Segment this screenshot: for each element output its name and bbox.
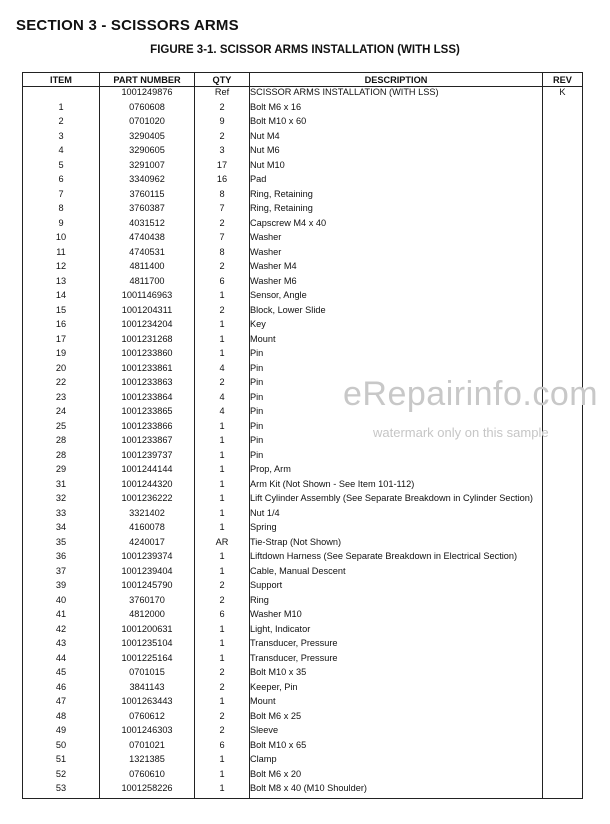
cell-rev — [543, 711, 583, 726]
table-row — [23, 754, 583, 769]
cell-item: 14 — [23, 290, 100, 305]
cell-item: 16 — [23, 319, 100, 334]
cell-item: 34 — [23, 522, 100, 537]
table-row — [23, 145, 583, 160]
cell-part-number: 0701020 — [100, 116, 195, 131]
cell-item: 29 — [23, 464, 100, 479]
cell-part-number: 1001233864 — [100, 392, 195, 407]
cell-rev — [543, 754, 583, 769]
cell-qty: 4 — [195, 392, 250, 407]
cell-qty: 1 — [195, 566, 250, 581]
cell-description: Support — [250, 580, 543, 595]
table-row — [23, 450, 583, 465]
cell-qty: Ref — [195, 87, 250, 102]
cell-description: Pad — [250, 174, 543, 189]
cell-part-number: 1001204311 — [100, 305, 195, 320]
cell-item: 51 — [23, 754, 100, 769]
cell-rev — [543, 595, 583, 610]
table-row — [23, 667, 583, 682]
cell-qty: 2 — [195, 580, 250, 595]
cell-description: Pin — [250, 435, 543, 450]
cell-rev — [543, 247, 583, 262]
table-row — [23, 319, 583, 334]
cell-part-number: 1001249876 — [100, 87, 195, 102]
cell-item: 13 — [23, 276, 100, 291]
table-row — [23, 682, 583, 697]
cell-qty: 1 — [195, 653, 250, 668]
cell-part-number: 3321402 — [100, 508, 195, 523]
cell-qty: 1 — [195, 624, 250, 639]
cell-item: 37 — [23, 566, 100, 581]
table-row — [23, 725, 583, 740]
cell-item: 46 — [23, 682, 100, 697]
cell-description: Transducer, Pressure — [250, 653, 543, 668]
cell-description: Nut 1/4 — [250, 508, 543, 523]
cell-rev — [543, 160, 583, 175]
cell-part-number: 1001233867 — [100, 435, 195, 450]
cell-description: Cable, Manual Descent — [250, 566, 543, 581]
cell-rev — [543, 305, 583, 320]
cell-rev — [543, 145, 583, 160]
table-row — [23, 232, 583, 247]
cell-rev — [543, 696, 583, 711]
cell-description: Key — [250, 319, 543, 334]
cell-qty: 1 — [195, 783, 250, 798]
cell-rev — [543, 566, 583, 581]
cell-description: Pin — [250, 406, 543, 421]
cell-item: 23 — [23, 392, 100, 407]
cell-part-number: 1001239737 — [100, 450, 195, 465]
cell-qty: 2 — [195, 218, 250, 233]
cell-qty: 2 — [195, 131, 250, 146]
cell-item: 24 — [23, 406, 100, 421]
table-row — [23, 261, 583, 276]
cell-item: 43 — [23, 638, 100, 653]
cell-description: Pin — [250, 377, 543, 392]
cell-part-number: 1001244144 — [100, 464, 195, 479]
cell-item: 44 — [23, 653, 100, 668]
table-row — [23, 696, 583, 711]
cell-item: 42 — [23, 624, 100, 639]
cell-item: 2 — [23, 116, 100, 131]
cell-description: Washer — [250, 232, 543, 247]
cell-description: Sleeve — [250, 725, 543, 740]
cell-part-number: 3760387 — [100, 203, 195, 218]
section-title: SECTION 3 - SCISSORS ARMS — [16, 17, 239, 34]
cell-description: Washer M10 — [250, 609, 543, 624]
cell-qty: 1 — [195, 479, 250, 494]
cell-description: Lift Cylinder Assembly (See Separate Breakdown in Cylinder Section) — [250, 493, 543, 508]
table-row — [23, 740, 583, 755]
cell-part-number: 1001146963 — [100, 290, 195, 305]
cell-item: 20 — [23, 363, 100, 378]
table-row — [23, 508, 583, 523]
cell-description: Mount — [250, 334, 543, 349]
cell-rev — [543, 580, 583, 595]
table-row — [23, 276, 583, 291]
cell-item: 25 — [23, 421, 100, 436]
table-row — [23, 305, 583, 320]
cell-item: 17 — [23, 334, 100, 349]
cell-part-number: 3340962 — [100, 174, 195, 189]
cell-rev — [543, 464, 583, 479]
cell-item: 39 — [23, 580, 100, 595]
cell-part-number: 3841143 — [100, 682, 195, 697]
cell-description: Pin — [250, 421, 543, 436]
cell-rev — [543, 624, 583, 639]
cell-rev — [543, 653, 583, 668]
cell-item: 36 — [23, 551, 100, 566]
cell-item: 32 — [23, 493, 100, 508]
cell-rev — [543, 203, 583, 218]
table-row — [23, 493, 583, 508]
cell-qty: 2 — [195, 682, 250, 697]
cell-description: Washer M4 — [250, 261, 543, 276]
cell-qty: 1 — [195, 493, 250, 508]
header-qty: QTY — [195, 73, 250, 87]
cell-description: Liftdown Harness (See Separate Breakdown in Electrical Section) — [250, 551, 543, 566]
cell-rev — [543, 232, 583, 247]
header-description: DESCRIPTION — [250, 73, 543, 87]
cell-rev — [543, 740, 583, 755]
cell-part-number: 3290405 — [100, 131, 195, 146]
cell-description: Prop, Arm — [250, 464, 543, 479]
cell-part-number: 4811700 — [100, 276, 195, 291]
cell-rev — [543, 261, 583, 276]
cell-rev — [543, 522, 583, 537]
cell-rev — [543, 609, 583, 624]
cell-part-number: 1001239404 — [100, 566, 195, 581]
cell-qty: 16 — [195, 174, 250, 189]
cell-description: Bolt M6 x 20 — [250, 769, 543, 784]
cell-description: Nut M6 — [250, 145, 543, 160]
table-row — [23, 580, 583, 595]
cell-part-number: 1001239374 — [100, 551, 195, 566]
cell-rev — [543, 638, 583, 653]
cell-description: Bolt M8 x 40 (M10 Shoulder) — [250, 783, 543, 798]
cell-part-number: 4812000 — [100, 609, 195, 624]
cell-part-number: 1001234204 — [100, 319, 195, 334]
header-rev: REV — [543, 73, 583, 87]
cell-item: 22 — [23, 377, 100, 392]
table-row — [23, 87, 583, 102]
cell-qty: 1 — [195, 348, 250, 363]
cell-rev — [543, 116, 583, 131]
cell-rev — [543, 319, 583, 334]
cell-description: Ring — [250, 595, 543, 610]
cell-qty: 1 — [195, 551, 250, 566]
cell-rev — [543, 334, 583, 349]
cell-rev — [543, 450, 583, 465]
cell-part-number: 4811400 — [100, 261, 195, 276]
cell-rev: K — [543, 87, 583, 102]
cell-description: Ring, Retaining — [250, 189, 543, 204]
cell-rev — [543, 131, 583, 146]
cell-part-number: 1001231268 — [100, 334, 195, 349]
cell-qty: 1 — [195, 769, 250, 784]
cell-rev — [543, 682, 583, 697]
figure-title: FIGURE 3-1. SCISSOR ARMS INSTALLATION (WITH LSS) — [150, 44, 460, 56]
cell-item: 28 — [23, 435, 100, 450]
cell-item: 53 — [23, 783, 100, 798]
cell-description: Nut M10 — [250, 160, 543, 175]
cell-part-number: 4740438 — [100, 232, 195, 247]
cell-part-number: 1001236222 — [100, 493, 195, 508]
cell-item: 5 — [23, 160, 100, 175]
table-row — [23, 102, 583, 117]
cell-item: 19 — [23, 348, 100, 363]
cell-description: Keeper, Pin — [250, 682, 543, 697]
cell-item: 50 — [23, 740, 100, 755]
cell-description: Sensor, Angle — [250, 290, 543, 305]
cell-qty: 7 — [195, 203, 250, 218]
cell-description: Capscrew M4 x 40 — [250, 218, 543, 233]
cell-qty: AR — [195, 537, 250, 552]
table-row — [23, 218, 583, 233]
cell-part-number: 3290605 — [100, 145, 195, 160]
cell-item: 48 — [23, 711, 100, 726]
cell-rev — [543, 769, 583, 784]
cell-part-number: 1001225164 — [100, 653, 195, 668]
cell-part-number: 1001233866 — [100, 421, 195, 436]
cell-qty: 2 — [195, 102, 250, 117]
cell-qty: 1 — [195, 450, 250, 465]
cell-qty: 1 — [195, 696, 250, 711]
cell-rev — [543, 551, 583, 566]
table-row — [23, 174, 583, 189]
cell-part-number: 1001235104 — [100, 638, 195, 653]
cell-qty: 1 — [195, 508, 250, 523]
table-row — [23, 711, 583, 726]
cell-description: Pin — [250, 392, 543, 407]
cell-qty: 2 — [195, 667, 250, 682]
cell-qty: 2 — [195, 305, 250, 320]
cell-description: Pin — [250, 363, 543, 378]
table-row — [23, 566, 583, 581]
cell-description: Bolt M10 x 65 — [250, 740, 543, 755]
cell-rev — [543, 783, 583, 798]
cell-qty: 6 — [195, 276, 250, 291]
cell-part-number: 4160078 — [100, 522, 195, 537]
cell-item: 47 — [23, 696, 100, 711]
table-row — [23, 203, 583, 218]
table-row — [23, 595, 583, 610]
table-row — [23, 189, 583, 204]
cell-part-number: 3291007 — [100, 160, 195, 175]
cell-description: Pin — [250, 348, 543, 363]
cell-part-number: 1001233865 — [100, 406, 195, 421]
cell-qty: 4 — [195, 363, 250, 378]
cell-item: 15 — [23, 305, 100, 320]
cell-qty: 6 — [195, 740, 250, 755]
header-item: ITEM — [23, 73, 100, 87]
cell-qty: 7 — [195, 232, 250, 247]
cell-description: SCISSOR ARMS INSTALLATION (WITH LSS) — [250, 87, 543, 102]
cell-qty: 2 — [195, 377, 250, 392]
cell-description: Ring, Retaining — [250, 203, 543, 218]
table-row — [23, 348, 583, 363]
cell-rev — [543, 218, 583, 233]
cell-item: 8 — [23, 203, 100, 218]
cell-rev — [543, 174, 583, 189]
cell-description: Light, Indicator — [250, 624, 543, 639]
cell-qty: 1 — [195, 435, 250, 450]
cell-item: 40 — [23, 595, 100, 610]
cell-item: 45 — [23, 667, 100, 682]
cell-item: 7 — [23, 189, 100, 204]
cell-qty: 4 — [195, 406, 250, 421]
table-header-row — [23, 73, 583, 87]
cell-part-number: 1001233861 — [100, 363, 195, 378]
cell-qty: 9 — [195, 116, 250, 131]
cell-item: 52 — [23, 769, 100, 784]
cell-qty: 1 — [195, 464, 250, 479]
cell-item: 31 — [23, 479, 100, 494]
cell-item: 28 — [23, 450, 100, 465]
cell-rev — [543, 667, 583, 682]
table-row — [23, 116, 583, 131]
table-row — [23, 131, 583, 146]
table-row — [23, 522, 583, 537]
cell-part-number: 1001245790 — [100, 580, 195, 595]
table-row — [23, 638, 583, 653]
cell-qty: 1 — [195, 754, 250, 769]
cell-item: 1 — [23, 102, 100, 117]
table-row — [23, 783, 583, 798]
cell-part-number: 4740531 — [100, 247, 195, 262]
cell-description: Arm Kit (Not Shown - See Item 101-112) — [250, 479, 543, 494]
cell-qty: 1 — [195, 334, 250, 349]
cell-part-number: 0760608 — [100, 102, 195, 117]
cell-description: Spring — [250, 522, 543, 537]
table-row — [23, 769, 583, 784]
table-row — [23, 537, 583, 552]
cell-qty: 2 — [195, 261, 250, 276]
table-row — [23, 464, 583, 479]
cell-rev — [543, 508, 583, 523]
cell-item: 3 — [23, 131, 100, 146]
cell-qty: 2 — [195, 725, 250, 740]
cell-item: 33 — [23, 508, 100, 523]
cell-rev — [543, 276, 583, 291]
cell-description: Mount — [250, 696, 543, 711]
cell-item: 9 — [23, 218, 100, 233]
cell-qty: 2 — [195, 595, 250, 610]
watermark-brand: eRepairinfo.com — [343, 375, 599, 413]
cell-description: Block, Lower Slide — [250, 305, 543, 320]
cell-rev — [543, 348, 583, 363]
cell-item: 4 — [23, 145, 100, 160]
cell-part-number: 1001233860 — [100, 348, 195, 363]
table-row — [23, 653, 583, 668]
cell-description: Transducer, Pressure — [250, 638, 543, 653]
cell-rev — [543, 537, 583, 552]
cell-item: 12 — [23, 261, 100, 276]
cell-rev — [543, 290, 583, 305]
cell-part-number: 1001258226 — [100, 783, 195, 798]
table-row — [23, 479, 583, 494]
watermark-note: watermark only on this sample — [373, 425, 549, 440]
cell-item: 35 — [23, 537, 100, 552]
cell-qty: 1 — [195, 522, 250, 537]
cell-part-number: 0701021 — [100, 740, 195, 755]
cell-rev — [543, 493, 583, 508]
cell-item: 49 — [23, 725, 100, 740]
cell-rev — [543, 725, 583, 740]
cell-qty: 8 — [195, 247, 250, 262]
cell-description: Clamp — [250, 754, 543, 769]
cell-part-number: 0760610 — [100, 769, 195, 784]
cell-part-number: 1321385 — [100, 754, 195, 769]
cell-qty: 6 — [195, 609, 250, 624]
cell-part-number: 1001246303 — [100, 725, 195, 740]
cell-description: Washer M6 — [250, 276, 543, 291]
cell-description: Tie-Strap (Not Shown) — [250, 537, 543, 552]
table-row — [23, 609, 583, 624]
table-row — [23, 624, 583, 639]
table-row — [23, 247, 583, 262]
cell-qty: 17 — [195, 160, 250, 175]
cell-qty: 2 — [195, 711, 250, 726]
cell-item: 41 — [23, 609, 100, 624]
cell-rev — [543, 189, 583, 204]
cell-description: Pin — [250, 450, 543, 465]
cell-qty: 8 — [195, 189, 250, 204]
cell-part-number: 1001233863 — [100, 377, 195, 392]
cell-description: Bolt M10 x 60 — [250, 116, 543, 131]
cell-part-number: 3760170 — [100, 595, 195, 610]
cell-item — [23, 87, 100, 102]
cell-qty: 1 — [195, 421, 250, 436]
cell-part-number: 1001244320 — [100, 479, 195, 494]
cell-part-number: 0760612 — [100, 711, 195, 726]
cell-part-number: 1001263443 — [100, 696, 195, 711]
cell-qty: 3 — [195, 145, 250, 160]
cell-part-number: 4031512 — [100, 218, 195, 233]
cell-description: Washer — [250, 247, 543, 262]
cell-description: Bolt M6 x 25 — [250, 711, 543, 726]
cell-qty: 1 — [195, 638, 250, 653]
cell-description: Nut M4 — [250, 131, 543, 146]
table-row — [23, 334, 583, 349]
parts-table-body — [23, 87, 583, 799]
table-row — [23, 290, 583, 305]
cell-qty: 1 — [195, 319, 250, 334]
cell-qty: 1 — [195, 290, 250, 305]
cell-item: 6 — [23, 174, 100, 189]
header-part-number: PART NUMBER — [100, 73, 195, 87]
cell-description: Bolt M10 x 35 — [250, 667, 543, 682]
cell-item: 11 — [23, 247, 100, 262]
cell-item: 10 — [23, 232, 100, 247]
cell-part-number: 1001200631 — [100, 624, 195, 639]
cell-description: Bolt M6 x 16 — [250, 102, 543, 117]
cell-part-number: 3760115 — [100, 189, 195, 204]
table-row — [23, 160, 583, 175]
table-row — [23, 551, 583, 566]
cell-rev — [543, 479, 583, 494]
cell-rev — [543, 102, 583, 117]
cell-part-number: 4240017 — [100, 537, 195, 552]
cell-part-number: 0701015 — [100, 667, 195, 682]
